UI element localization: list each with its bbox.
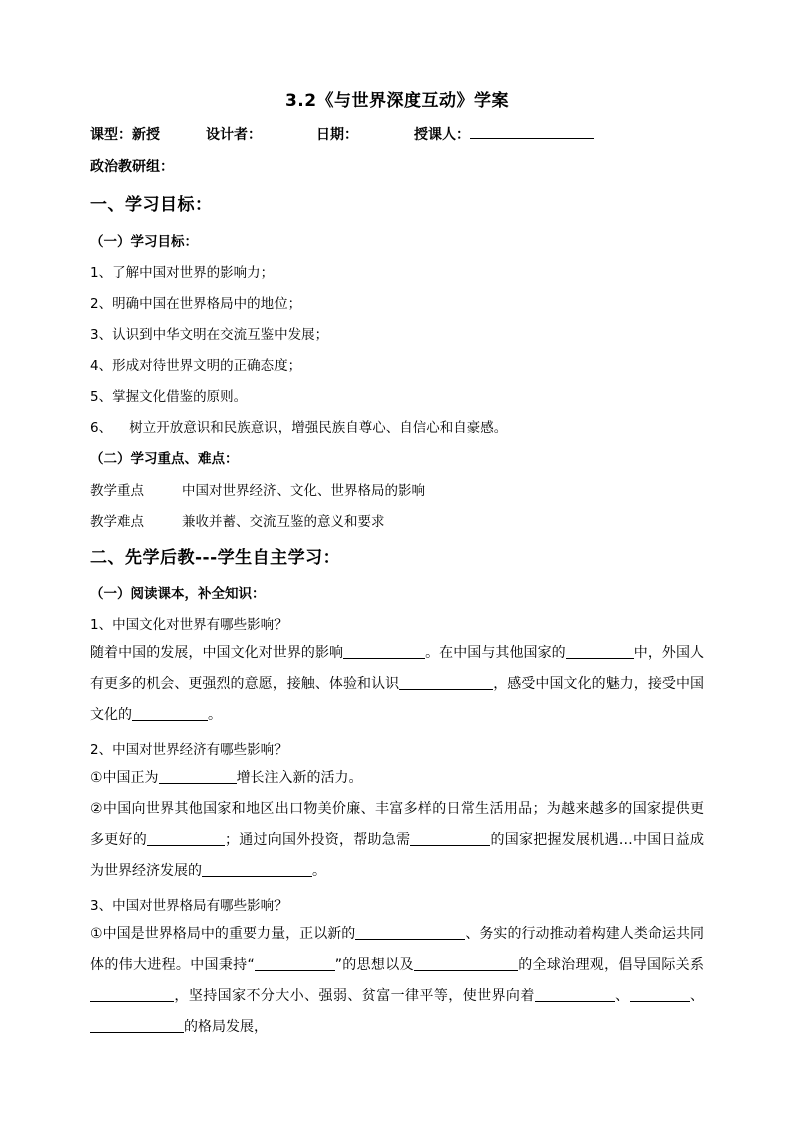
course-type: 课型：新授 xyxy=(90,127,160,143)
blank-12[interactable] xyxy=(90,986,174,1002)
blank-2[interactable] xyxy=(566,643,634,659)
question-3-paragraph: ①中国是世界格局中的重要力量，正以新的 、务实的行动推动着构建人类命运共同体的伟大进程。中国秉持“ ”的思想以及 的全球治理观，倡导国际关系，坚持国家不分大小、强弱、贫富一律平等，使世界向着 、 、的格局发展， xyxy=(90,926,705,1035)
difficulty-row xyxy=(90,510,385,530)
question-2: 2、中国对世界经济有哪些影响？ xyxy=(90,742,288,758)
objective-item: 5、掌握文化借鉴的原则。 xyxy=(90,389,248,405)
blank-5[interactable] xyxy=(159,768,237,784)
blank-11[interactable] xyxy=(414,955,518,971)
blank-3[interactable] xyxy=(399,674,493,690)
objective-item: 6、 树立开放意识和民族意识，增强民族自尊心、自信心和自豪感。 xyxy=(90,420,508,436)
blank-7[interactable] xyxy=(410,830,490,846)
objective-item: 3、认识到中华文明在交流互鉴中发展； xyxy=(90,327,329,343)
section2-heading: 二、先学后教---学生自主学习： xyxy=(90,548,341,568)
question-2-paragraph-1: ①中国正为 增长注入新的活力。 xyxy=(90,770,363,786)
blank-8[interactable] xyxy=(202,861,312,877)
date-label: 日期： xyxy=(316,127,358,143)
teacher-label: 授课人： xyxy=(414,127,470,143)
blank-4[interactable] xyxy=(132,705,208,721)
key-point-text: 中国对世界经济、文化、世界格局的影响 xyxy=(182,483,425,499)
section1-heading: 一、学习目标： xyxy=(90,195,213,215)
key-point-row xyxy=(90,479,425,499)
blank-9[interactable] xyxy=(355,924,465,940)
objective-item: 4、形成对待世界文明的正确态度； xyxy=(90,358,302,374)
teacher-blank[interactable] xyxy=(470,124,594,139)
blank-1[interactable] xyxy=(343,643,425,659)
difficulty-text: 兼收并蓄、交流互鉴的意义和要求 xyxy=(182,514,385,530)
blank-13[interactable] xyxy=(535,986,615,1002)
objective-item: 1、了解中国对世界的影响力； xyxy=(90,265,275,281)
blank-14[interactable] xyxy=(630,986,690,1002)
question-3: 3、中国对世界格局有哪些影响？ xyxy=(90,898,288,914)
section1-sub2-heading: （二）学习重点、难点： xyxy=(90,451,239,467)
question-1-paragraph: 随着中国的发展，中国文化对世界的影响 。在中国与其他国家的 中，外国人有更多的机会、更强烈的意愿，接触、体验和认识 ，感受中国文化的魅力，接受中国文化的 。 xyxy=(90,645,705,723)
question-1: 1、中国文化对世界有哪些影响？ xyxy=(90,617,288,633)
question-2-paragraph-2: ②中国向世界其他国家和地区出口物美价廉、丰富多样的日常生活用品；为越来越多的国家提供更多更好的 ；通过向国外投资，帮助急需 的国家把握发展机遇…中国日益成为世界经济发展的 。 xyxy=(90,801,704,879)
blank-15[interactable] xyxy=(90,1017,184,1033)
blank-6[interactable] xyxy=(147,830,225,846)
meta-row xyxy=(90,124,594,144)
difficulty-label: 教学难点 xyxy=(90,514,144,530)
designer-label: 设计者： xyxy=(206,127,262,143)
page-title: 3.2《与世界深度互动》学案 xyxy=(284,91,510,111)
blank-10[interactable] xyxy=(255,955,335,971)
section2-sub1-heading: （一）阅读课本，补全知识： xyxy=(90,586,266,602)
section1-sub1-heading: （一）学习目标： xyxy=(90,234,198,250)
group-label: 政治教研组： xyxy=(90,159,174,175)
objective-item: 2、明确中国在世界格局中的地位； xyxy=(90,296,302,312)
key-point-label: 教学重点 xyxy=(90,483,144,499)
